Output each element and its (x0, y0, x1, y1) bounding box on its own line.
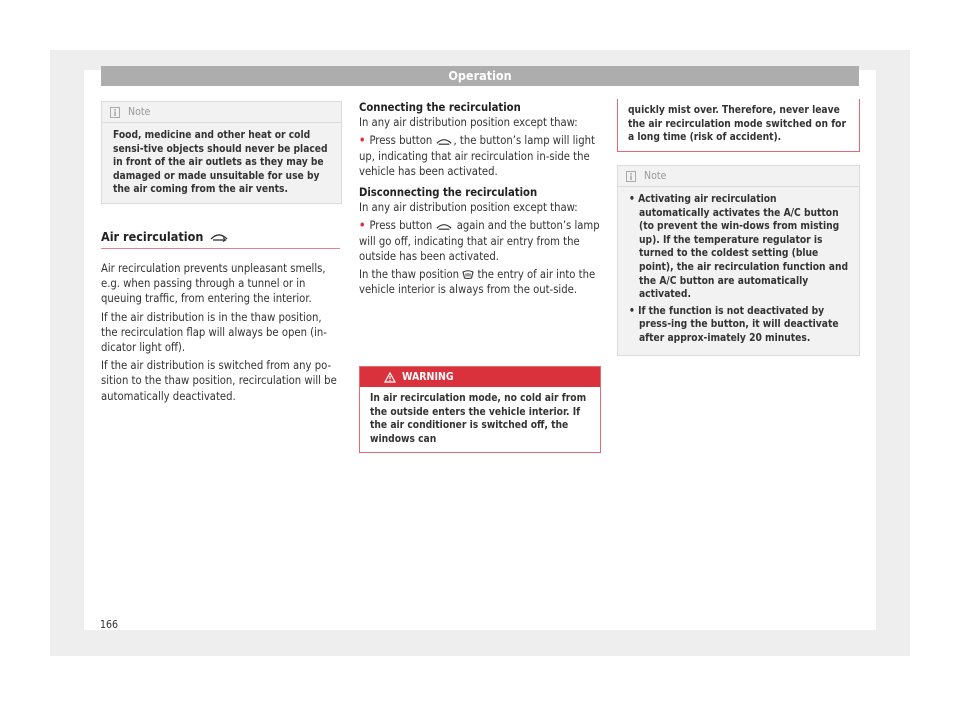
bullet-dot: • (359, 134, 366, 148)
disconnecting-step: • Press button again and the button’s lamp will go off, indicating that air entry from the outside has been activated. (359, 219, 600, 263)
warning-box-continued (617, 99, 860, 152)
air-recirculation-icon (435, 222, 453, 231)
windscreen-defrost-icon (462, 270, 474, 281)
disconnecting-title: Disconnecting the recirculation (359, 186, 538, 200)
info-icon (110, 107, 120, 118)
note-box-right (617, 165, 860, 356)
header-title: Operation (448, 68, 512, 83)
paragraph: Air recirculation prevents unpleasant smells, e.g. when passing through a tunnel or in queuing traffic, from entering the interior. (101, 262, 326, 306)
warning-bar (360, 367, 600, 387)
disconnecting-intro: In any air distribution position except thaw: (359, 201, 578, 215)
note-bar (102, 102, 341, 123)
ac-button-label: A/C (659, 275, 677, 287)
page-header (101, 66, 859, 86)
warning-box (359, 366, 601, 453)
air-recirculation-icon (435, 137, 453, 146)
section-heading (101, 229, 229, 244)
warning-continued-text: quickly mist over. Therefore, never leave the air recirculation mode switched on for a long time (risk of accident). (628, 105, 846, 144)
bullet-dot: • (359, 219, 366, 233)
connecting-title: Connecting the recirculation (359, 101, 521, 114)
middle-column (359, 100, 601, 300)
warning-label: WARNING (402, 371, 454, 383)
paragraph: If the air distribution is in the thaw position, the recirculation flap will always be open (in-dicator light off). (101, 310, 327, 355)
note-item: • Activating air recirculation automatically activates the A/C button (to prevent the win-dows from misting up). If the temperature regulator is turned to the coldest setting (blue point), the air recirculation function and the A/C button are automatically activated. (629, 194, 849, 301)
section-title: Air recirculation (101, 229, 204, 244)
air-recirculation-icon (209, 232, 229, 242)
note-bar (618, 166, 859, 187)
ac-button-label: A/C (783, 207, 801, 219)
paragraph: If the air distribution is switched from any po-sition to the thaw position, recirculation will be automatically deactivated. (101, 359, 337, 403)
info-icon (626, 171, 636, 182)
note-item: • If the function is not deactivated by press-ing the button, it will deactivate after approx-imately 20 minutes. (629, 305, 839, 344)
section-rule (101, 248, 340, 249)
warning-triangle-icon (384, 372, 396, 383)
connecting-step: • Press button , the button’s lamp will light up, indicating that air recirculation in-side the vehicle has been activated. (359, 134, 595, 178)
section-body (101, 261, 341, 407)
warning-text: In air recirculation mode, no cold air from the outside enters the vehicle interior. If the air conditioner is switched off, the windows can (370, 393, 587, 445)
page-number: 166 (100, 619, 119, 631)
thaw-paragraph: In the thaw position the entry of air into the vehicle interior is always from the out-side. (359, 268, 596, 297)
note-text: Food, medicine and other heat or cold sensi-tive objects should never be placed in front of the air outlets as they may be damaged or made unsuitable for use by the air coming from the air vents. (113, 130, 328, 196)
connecting-intro: In any air distribution position except thaw: (359, 116, 578, 130)
note-label: Note (644, 170, 667, 182)
note-label: Note (128, 106, 151, 118)
note-box-left (101, 101, 342, 204)
